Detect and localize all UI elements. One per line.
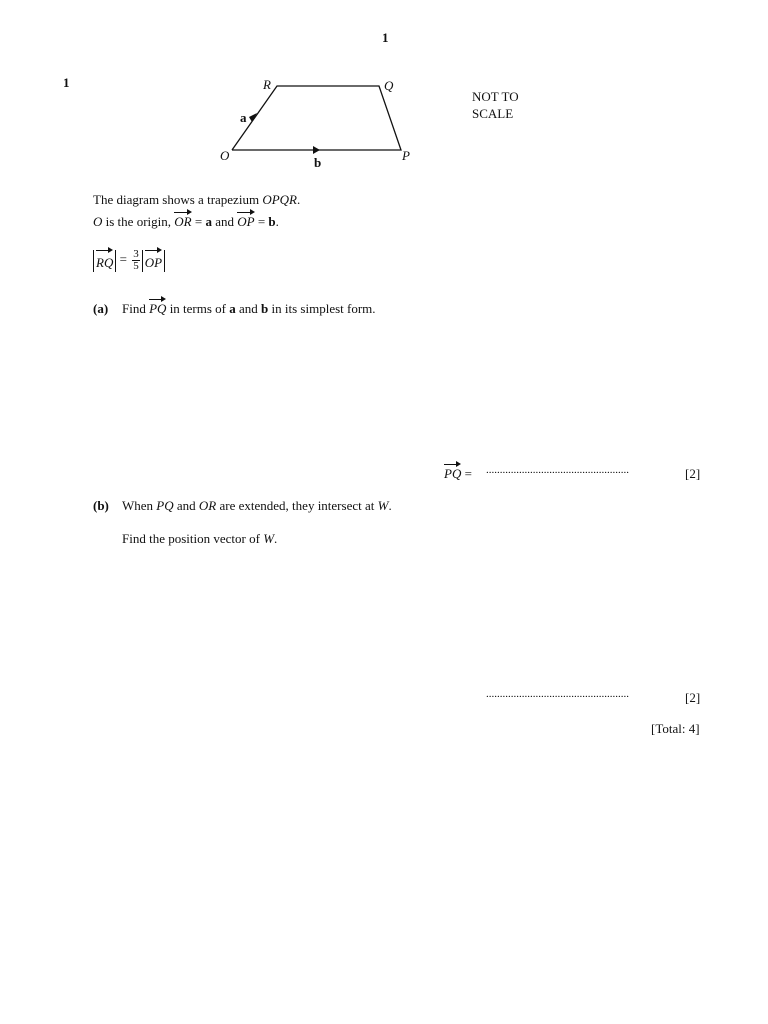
fraction-denominator: 5: [133, 260, 139, 272]
part-a-label: (a): [93, 301, 109, 316]
ratio-equation: [93, 249, 165, 272]
part-b-marks: [2]: [685, 690, 701, 705]
line-pq: PQ: [156, 498, 174, 513]
page-number: 1: [382, 30, 389, 45]
magnitude-op: [142, 250, 165, 272]
fraction-numerator: 3: [133, 248, 139, 260]
label-b: b: [314, 155, 322, 170]
part-b-find: [122, 531, 277, 547]
equals: =: [254, 214, 269, 229]
vector-a: a: [205, 214, 212, 229]
shape-name: OPQR: [262, 192, 297, 207]
vector-rq: RQ: [96, 252, 113, 274]
part-a-marks: [2]: [685, 466, 701, 481]
answer-equals: =: [464, 466, 472, 481]
answer-vector-pq: PQ: [444, 466, 462, 481]
part-b-find-end: .: [274, 531, 278, 546]
label-q: Q: [384, 78, 394, 93]
vector-op: OP: [237, 214, 255, 229]
and-text: and: [211, 214, 238, 229]
label-p: P: [402, 148, 410, 163]
vector-pq: PQ: [149, 301, 167, 316]
origin-label: O: [93, 214, 103, 229]
question-number: 1: [63, 75, 70, 90]
not-to-scale-line2: SCALE: [472, 106, 514, 121]
not-to-scale-line1: NOT TO: [472, 89, 519, 104]
label-r: R: [263, 77, 271, 92]
origin-text: is the origin,: [102, 214, 175, 229]
part-a-question: [122, 301, 376, 317]
part-a-text: Find: [122, 301, 150, 316]
point-w: W: [263, 531, 275, 546]
part-b-find-text: Find the position vector of: [122, 531, 264, 546]
intro-line2-end: .: [275, 214, 279, 229]
part-a-answer-line[interactable]: ....................................................: [486, 464, 629, 476]
part-b-question: [122, 498, 392, 514]
ratio-equals: =: [119, 251, 127, 267]
vector-or: OR: [174, 214, 192, 229]
point-w: W: [377, 498, 389, 513]
label-a: a: [240, 110, 247, 125]
total-marks: [Total: 4]: [651, 721, 700, 736]
part-b-answer-line[interactable]: ....................................................: [486, 688, 629, 700]
intro-line1: [93, 192, 300, 208]
part-a-text: in its simplest form.: [268, 301, 376, 316]
vector-b: b: [268, 214, 276, 229]
equals: =: [191, 214, 206, 229]
part-b-text: and: [173, 498, 199, 513]
fraction: [132, 249, 140, 272]
part-b-text: are extended, they intersect at: [216, 498, 378, 513]
part-a-text: and: [235, 301, 262, 316]
part-b-text: .: [388, 498, 392, 513]
trapezium-outline: [232, 86, 401, 150]
arrow-b-icon: [313, 146, 320, 154]
label-o: O: [220, 148, 230, 163]
intro-line2: [93, 214, 279, 230]
line-or: OR: [198, 498, 217, 513]
part-a-answer-label: [444, 466, 472, 482]
vector-a: a: [229, 301, 236, 316]
vector-b: b: [261, 301, 269, 316]
intro-end: .: [296, 192, 301, 207]
part-a-text: in terms of: [166, 301, 230, 316]
vector-op-rhs: OP: [145, 252, 162, 274]
magnitude-rq: [93, 250, 116, 272]
part-b-text: When: [122, 498, 157, 513]
part-b-label: (b): [93, 498, 109, 513]
intro-text: The diagram shows a trapezium: [93, 192, 263, 207]
